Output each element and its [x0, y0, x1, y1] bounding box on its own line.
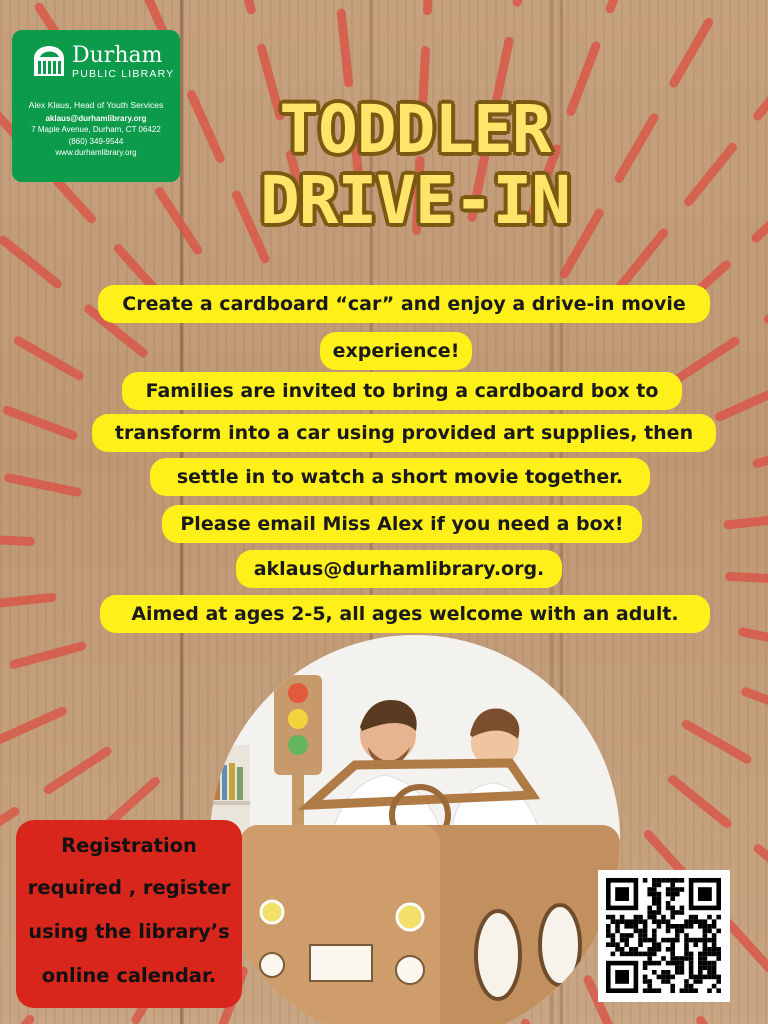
library-phone: (860) 349-9544 [68, 136, 124, 146]
library-badge[interactable] [12, 30, 180, 182]
sunburst-ray [0, 404, 77, 492]
library-name: Durham [72, 43, 163, 68]
library-website[interactable]: www.durhamlibrary.org [55, 147, 137, 157]
cardboard-car-photo [210, 635, 620, 1024]
qr-code-icon[interactable] [598, 870, 730, 1002]
registration-notice [16, 820, 242, 1008]
sunburst-ray [730, 576, 768, 597]
library-contact-block [12, 100, 180, 158]
description-line: Please email Miss Alex if you need a box! [162, 505, 642, 543]
sunburst-ray [676, 145, 768, 380]
registration-line: online calendar. [41, 964, 217, 987]
sunburst-ray [757, 362, 768, 464]
registration-line: using the library’s [28, 920, 230, 943]
description-line: experience! [320, 332, 472, 370]
description-line[interactable]: aklaus@durhamlibrary.org. [236, 550, 562, 588]
sunburst-ray [0, 522, 30, 541]
contact-email[interactable]: aklaus@durhamlibrary.org [45, 114, 147, 124]
sunburst-ray [719, 249, 768, 417]
description-line: settle in to watch a short movie together. [150, 458, 650, 496]
description-line: Families are invited to bring a cardboard box to [122, 372, 682, 410]
registration-line: Registration [61, 834, 197, 857]
sunburst-ray [674, 50, 768, 312]
sunburst-ray [728, 479, 768, 525]
sunburst-ray [0, 646, 81, 758]
library-subtitle: PUBLIC LIBRARY [72, 68, 175, 80]
title-line-1: TODDLER [279, 91, 551, 168]
library-building-icon [32, 44, 66, 78]
registration-line: required , register [27, 876, 231, 899]
sunburst-ray [0, 597, 52, 641]
title-line-2: DRIVE-IN [260, 162, 570, 239]
contact-name: Alex Klaus, Head of Youth Services [28, 100, 164, 110]
library-address: 7 Maple Avenue, Durham, CT 06422 [31, 125, 161, 135]
description-line: transform into a car using provided art supplies, then [92, 414, 716, 452]
description-line: Create a cardboard “car” and enjoy a drive-in movie [98, 285, 710, 323]
description-line: Aimed at ages 2-5, all ages welcome with an adult. [100, 595, 710, 633]
sunburst-ray [0, 182, 79, 376]
